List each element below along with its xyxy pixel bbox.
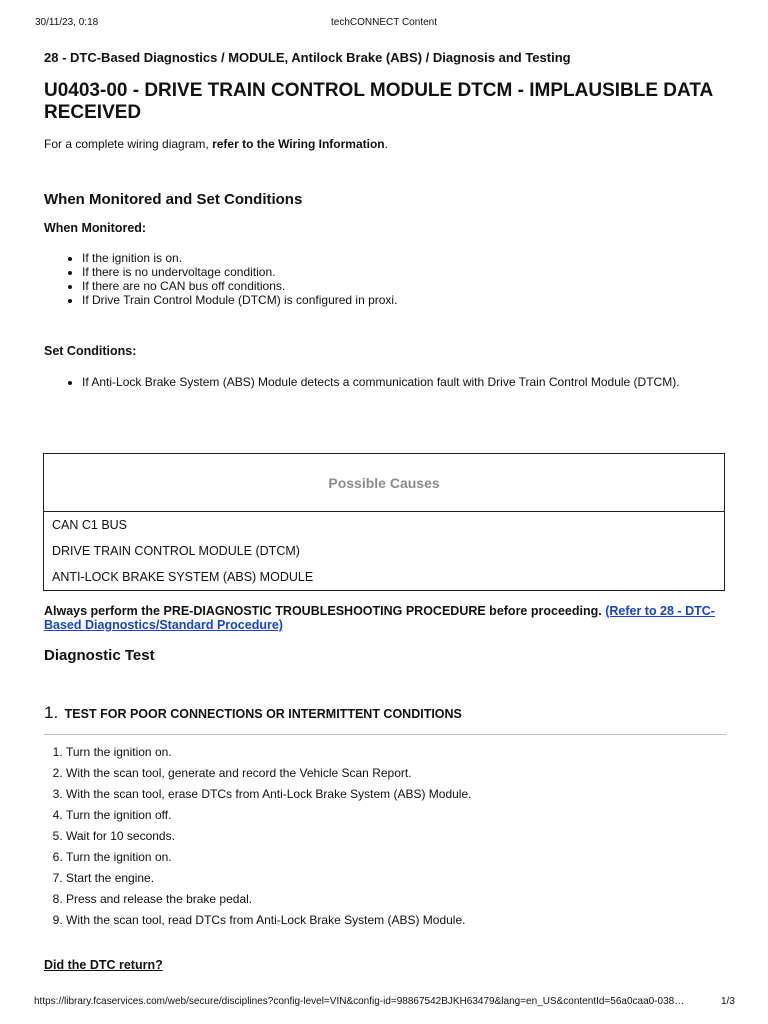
- table-row: ANTI-LOCK BRAKE SYSTEM (ABS) MODULE: [52, 570, 314, 584]
- list-item: 1. Turn the ignition on.: [66, 745, 471, 766]
- possible-causes-table: [43, 453, 725, 591]
- pre-diagnostic-text: Always perform the PRE-DIAGNOSTIC TROUBLESHOOTING PROCEDURE before proceeding.: [44, 604, 606, 618]
- set-conditions-label: Set Conditions:: [44, 344, 137, 358]
- print-date: 30/11/23, 0:18: [35, 17, 99, 28]
- list-item: • If Anti-Lock Brake System (ABS) Module detects a communication fault with Drive Train Control Module (DTCM).: [82, 375, 722, 389]
- list-item: • If the ignition is on.: [82, 251, 722, 265]
- pre-diagnostic-notice: [44, 604, 724, 632]
- step-heading: [44, 703, 462, 723]
- breadcrumb: 28 - DTC-Based Diagnostics / MODULE, Antilock Brake (ABS) / Diagnosis and Testing: [44, 50, 571, 65]
- when-monitored-label: When Monitored:: [44, 221, 147, 235]
- step-title: TEST FOR POOR CONNECTIONS OR INTERMITTENT CONDITIONS: [64, 707, 462, 721]
- wiring-intro: [44, 137, 388, 151]
- set-conditions-list: [44, 375, 722, 389]
- step-number: 1.: [44, 703, 59, 722]
- print-header-title: techCONNECT Content: [331, 17, 437, 28]
- wiring-intro-end: .: [384, 137, 388, 151]
- list-item: • If there are no CAN bus off conditions.: [82, 279, 722, 293]
- monitored-heading: When Monitored and Set Conditions: [44, 191, 303, 208]
- list-item: 5. Wait for 10 seconds.: [66, 829, 471, 850]
- when-monitored-list: [44, 251, 722, 307]
- possible-causes-header: Possible Causes: [44, 454, 724, 512]
- list-item: • If Drive Train Control Module (DTCM) is configured in proxi.: [82, 293, 722, 307]
- footer-url: https://library.fcaservices.com/web/secure/disciplines?config-level=VIN&config-id=98867542BJKH63479&lang=en_US&contentId=56a0caa0-038…: [34, 996, 685, 1007]
- divider: [44, 734, 726, 735]
- standard-procedure-link[interactable]: (Refer to 28 - DTC-Based Diagnostics/Standard Procedure): [44, 604, 715, 632]
- step-list: [44, 745, 471, 934]
- diagnostic-test-heading: Diagnostic Test: [44, 647, 155, 664]
- page-number: 1/3: [721, 996, 735, 1007]
- table-row: CAN C1 BUS: [52, 518, 128, 532]
- page-title: U0403-00 - DRIVE TRAIN CONTROL MODULE DTCM - IMPLAUSIBLE DATA RECEIVED: [44, 80, 713, 123]
- list-item: • If there is no undervoltage condition.: [82, 265, 722, 279]
- list-item: 9. With the scan tool, read DTCs from Anti-Lock Brake System (ABS) Module.: [66, 913, 471, 934]
- list-item: 7. Start the engine.: [66, 871, 471, 892]
- wiring-info-link[interactable]: refer to the Wiring Information: [212, 137, 385, 151]
- table-row: DRIVE TRAIN CONTROL MODULE (DTCM): [52, 544, 300, 558]
- list-item: 3. With the scan tool, erase DTCs from Anti-Lock Brake System (ABS) Module.: [66, 787, 471, 808]
- wiring-intro-text: For a complete wiring diagram,: [44, 137, 213, 151]
- list-item: 8. Press and release the brake pedal.: [66, 892, 471, 913]
- list-item: 6. Turn the ignition on.: [66, 850, 471, 871]
- list-item: 2. With the scan tool, generate and record the Vehicle Scan Report.: [66, 766, 471, 787]
- dtc-return-question: Did the DTC return?: [44, 958, 163, 972]
- list-item: 4. Turn the ignition off.: [66, 808, 471, 829]
